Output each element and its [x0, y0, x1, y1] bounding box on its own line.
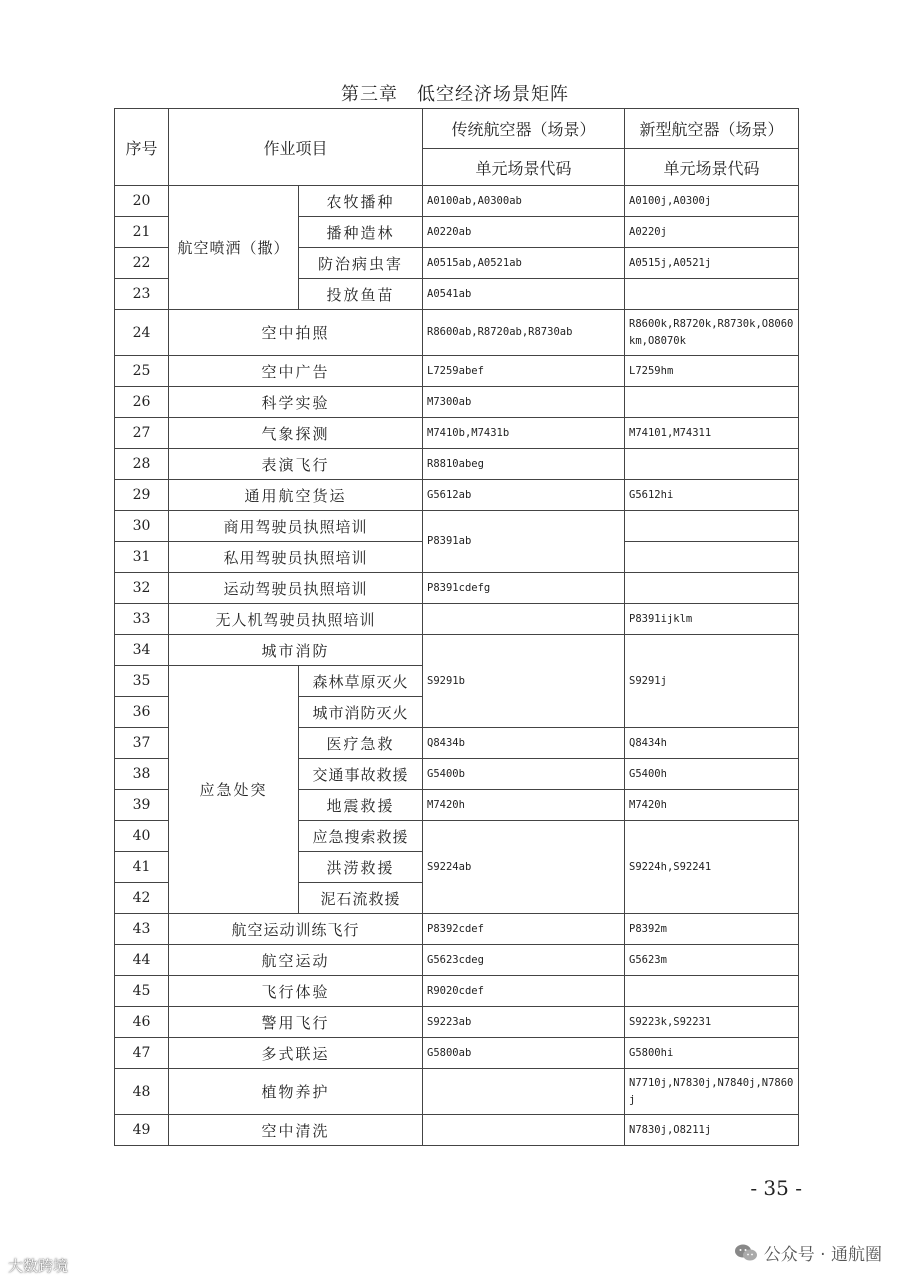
header-new-type: 新型航空器（场景）	[625, 109, 799, 149]
sub-project: 防治病虫害	[299, 248, 423, 279]
code-traditional: R9020cdef	[423, 976, 625, 1007]
project-name: 植物养护	[169, 1069, 423, 1115]
code-new: A0220j	[625, 217, 799, 248]
sub-project: 医疗急救	[299, 728, 423, 759]
project-name: 运动驾驶员执照培训	[169, 573, 423, 604]
code-new: R8600k,R8720k,R8730k,O8060km,O8070k	[625, 310, 799, 356]
row-number: 24	[115, 310, 169, 356]
code-new: A0100j,A0300j	[625, 186, 799, 217]
code-traditional: M7410b,M7431b	[423, 418, 625, 449]
row-number: 20	[115, 186, 169, 217]
header-code-traditional: 单元场景代码	[423, 149, 625, 186]
project-name: 航空运动	[169, 945, 423, 976]
watermark-left	[8, 1255, 68, 1276]
code-traditional: P8391cdefg	[423, 573, 625, 604]
code-new	[625, 387, 799, 418]
code-traditional: A0541ab	[423, 279, 625, 310]
project-name: 表演飞行	[169, 449, 423, 480]
row-number: 41	[115, 852, 169, 883]
code-traditional: M7420h	[423, 790, 625, 821]
code-traditional: S9223ab	[423, 1007, 625, 1038]
watermark-left-text: 大数跨境	[8, 1257, 69, 1275]
project-name: 无人机驾驶员执照培训	[169, 604, 423, 635]
page-number: - 35 -	[750, 1176, 802, 1200]
project-name: 通用航空货运	[169, 480, 423, 511]
header-project: 作业项目	[169, 109, 423, 186]
project-name: 城市消防	[169, 635, 423, 666]
header-traditional: 传统航空器（场景）	[423, 109, 625, 149]
row-number: 46	[115, 1007, 169, 1038]
code-new: G5612hi	[625, 480, 799, 511]
table-row	[115, 449, 799, 480]
table-row	[115, 976, 799, 1007]
table-row	[115, 186, 799, 217]
project-name: 气象探测	[169, 418, 423, 449]
table-row	[115, 418, 799, 449]
code-new: N7710j,N7830j,N7840j,N7860j	[625, 1069, 799, 1115]
row-number: 39	[115, 790, 169, 821]
project-name: 多式联运	[169, 1038, 423, 1069]
code-new: G5623m	[625, 945, 799, 976]
project-name: 空中广告	[169, 356, 423, 387]
project-name: 商用驾驶员执照培训	[169, 511, 423, 542]
code-traditional: S9224ab	[423, 821, 625, 914]
row-number: 34	[115, 635, 169, 666]
code-traditional	[423, 1115, 625, 1146]
code-new: A0515j,A0521j	[625, 248, 799, 279]
row-number: 37	[115, 728, 169, 759]
code-traditional	[423, 1069, 625, 1115]
code-traditional: A0100ab,A0300ab	[423, 186, 625, 217]
row-number: 21	[115, 217, 169, 248]
code-new: L7259hm	[625, 356, 799, 387]
row-number: 28	[115, 449, 169, 480]
code-traditional: S9291b	[423, 635, 625, 728]
table-row	[115, 1115, 799, 1146]
group-aerial-spraying: 航空喷洒（撒）	[169, 186, 299, 310]
project-name: 航空运动训练飞行	[169, 914, 423, 945]
project-name: 警用飞行	[169, 1007, 423, 1038]
sub-project: 森林草原灭火	[299, 666, 423, 697]
sub-project: 泥石流救援	[299, 883, 423, 914]
code-new: P8391ijklm	[625, 604, 799, 635]
code-new: M7420h	[625, 790, 799, 821]
watermark-right	[734, 1240, 882, 1265]
table-row	[115, 356, 799, 387]
table-row	[115, 310, 799, 356]
code-new: G5400h	[625, 759, 799, 790]
row-number: 47	[115, 1038, 169, 1069]
project-name: 科学实验	[169, 387, 423, 418]
code-traditional: G5623cdeg	[423, 945, 625, 976]
sub-project: 城市消防灭火	[299, 697, 423, 728]
row-number: 25	[115, 356, 169, 387]
row-number: 38	[115, 759, 169, 790]
code-traditional	[423, 604, 625, 635]
table-row	[115, 604, 799, 635]
row-number: 33	[115, 604, 169, 635]
row-number: 42	[115, 883, 169, 914]
code-new	[625, 976, 799, 1007]
group-emergency: 应急处突	[169, 666, 299, 914]
code-new: S9224h,S92241	[625, 821, 799, 914]
code-traditional: L7259abef	[423, 356, 625, 387]
row-number: 22	[115, 248, 169, 279]
table-row	[115, 635, 799, 666]
row-number: 48	[115, 1069, 169, 1115]
table-row	[115, 1007, 799, 1038]
table-row	[115, 1038, 799, 1069]
table-row	[115, 1069, 799, 1115]
header-code-new: 单元场景代码	[625, 149, 799, 186]
sub-project: 应急搜索救援	[299, 821, 423, 852]
table-row	[115, 945, 799, 976]
row-number: 43	[115, 914, 169, 945]
code-new: S9223k,S92231	[625, 1007, 799, 1038]
code-traditional: G5612ab	[423, 480, 625, 511]
scenario-matrix-table	[114, 108, 799, 1146]
row-number: 27	[115, 418, 169, 449]
code-traditional: M7300ab	[423, 387, 625, 418]
sub-project: 农牧播种	[299, 186, 423, 217]
row-number: 40	[115, 821, 169, 852]
table-row	[115, 511, 799, 542]
row-number: 49	[115, 1115, 169, 1146]
code-new: S9291j	[625, 635, 799, 728]
code-new: N7830j,O8211j	[625, 1115, 799, 1146]
project-name: 空中拍照	[169, 310, 423, 356]
table-row	[115, 914, 799, 945]
table-row	[115, 387, 799, 418]
code-new	[625, 511, 799, 542]
code-new	[625, 279, 799, 310]
sub-project: 地震救援	[299, 790, 423, 821]
header-no: 序号	[115, 109, 169, 186]
sub-project: 播种造林	[299, 217, 423, 248]
code-traditional: G5800ab	[423, 1038, 625, 1069]
row-number: 31	[115, 542, 169, 573]
project-name: 私用驾驶员执照培训	[169, 542, 423, 573]
row-number: 44	[115, 945, 169, 976]
code-traditional: A0220ab	[423, 217, 625, 248]
code-new	[625, 573, 799, 604]
row-number: 45	[115, 976, 169, 1007]
row-number: 36	[115, 697, 169, 728]
row-number: 26	[115, 387, 169, 418]
sub-project: 洪涝救援	[299, 852, 423, 883]
sub-project: 投放鱼苗	[299, 279, 423, 310]
code-traditional: Q8434b	[423, 728, 625, 759]
row-number: 32	[115, 573, 169, 604]
table-row	[115, 480, 799, 511]
code-traditional: A0515ab,A0521ab	[423, 248, 625, 279]
watermark-right-text: 公众号 · 通航圈	[763, 1245, 882, 1265]
project-name: 空中清洗	[169, 1115, 423, 1146]
code-traditional: P8391ab	[423, 511, 625, 573]
row-number: 23	[115, 279, 169, 310]
code-traditional: R8600ab,R8720ab,R8730ab	[423, 310, 625, 356]
code-new: G5800hi	[625, 1038, 799, 1069]
code-traditional: G5400b	[423, 759, 625, 790]
table-row	[115, 573, 799, 604]
code-traditional: R8810abeg	[423, 449, 625, 480]
code-new: M74101,M74311	[625, 418, 799, 449]
row-number: 29	[115, 480, 169, 511]
sub-project: 交通事故救援	[299, 759, 423, 790]
code-new	[625, 449, 799, 480]
code-new: Q8434h	[625, 728, 799, 759]
wechat-icon	[734, 1243, 758, 1263]
code-new: P8392m	[625, 914, 799, 945]
page-title: 第三章 低空经济场景矩阵	[341, 84, 569, 105]
code-new	[625, 542, 799, 573]
row-number: 30	[115, 511, 169, 542]
code-traditional: P8392cdef	[423, 914, 625, 945]
project-name: 飞行体验	[169, 976, 423, 1007]
row-number: 35	[115, 666, 169, 697]
